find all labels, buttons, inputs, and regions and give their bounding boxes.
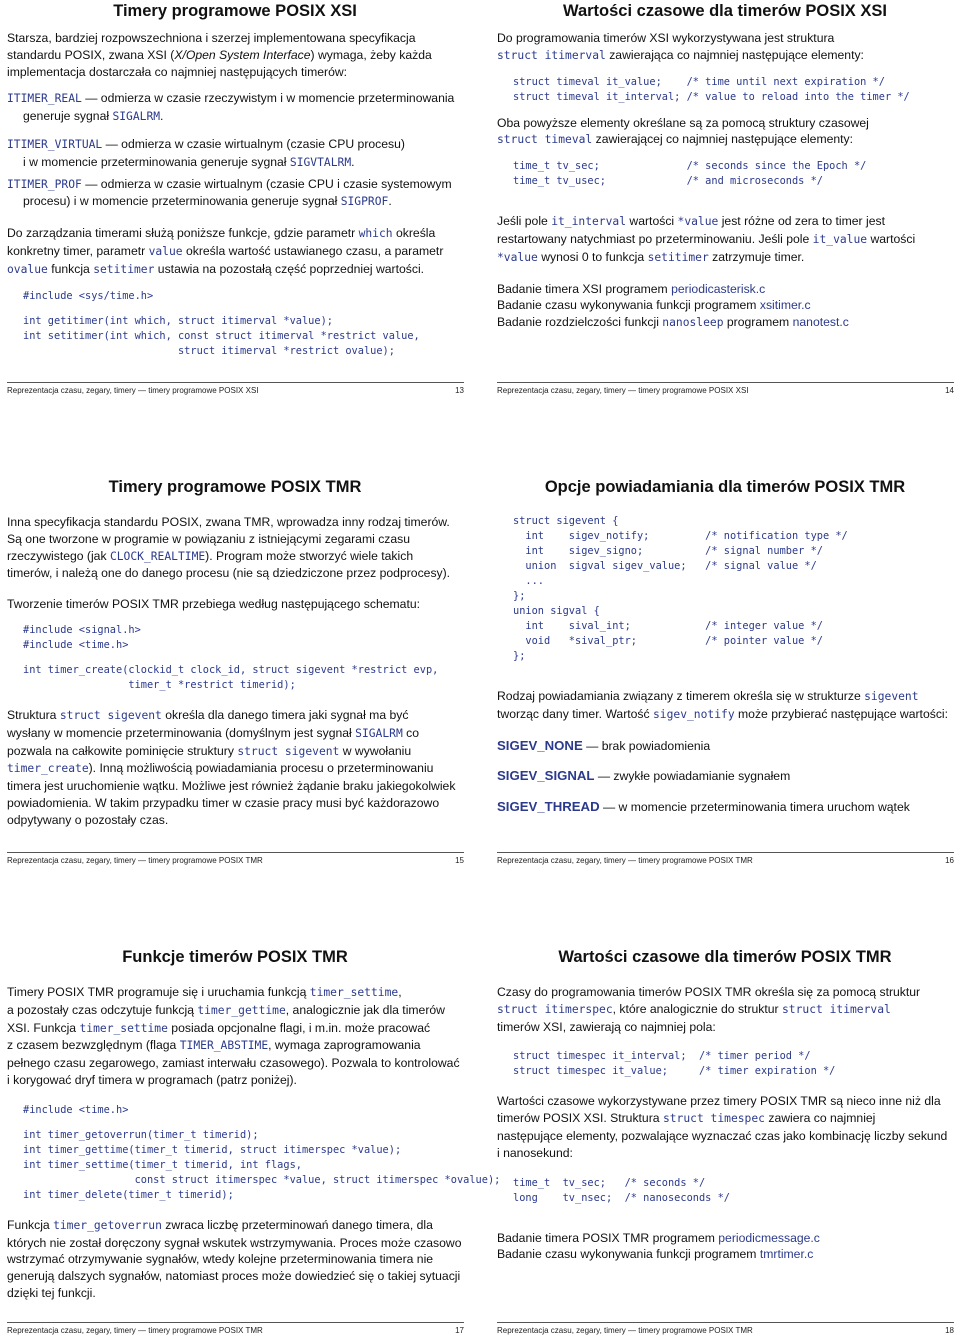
timer-item-virtual: ITIMER_VIRTUAL — odmierza w czasie wirtualnym (czasie CPU procesu) i w momencie przeterminowania generuje sygnał SIGVTALRM. (7, 136, 405, 169)
text: odpytywany o pozostały czas. (7, 812, 169, 827)
paragraph (497, 30, 956, 65)
code-block: int timer_create(clockid_t clock_id, struct sigevent *restrict evp, timer_t *restrict timerid); (23, 663, 439, 691)
code-term: struct sigevent (59, 708, 162, 722)
text: funkcja (47, 261, 94, 276)
paragraph (497, 213, 956, 266)
code-block: #include <signal.h> #include <time.h> (23, 623, 141, 651)
text: restartowany natychmiast po przeterminowaniu. Jeśli pole (497, 231, 813, 246)
code-term: struct timespec (662, 1112, 765, 1126)
text: timerów POSIX XSI. Struktura (497, 1111, 663, 1126)
code-block: time_t tv_sec; /* seconds since the Epoch */ time_t tv_usec; /* and microseconds */ (513, 160, 867, 188)
text: konkretny timer, parametr (7, 243, 149, 258)
text: wstrzymać otrzymywanie sygnałów, wtedy kolejne przeterminowania timera nie (7, 1252, 434, 1267)
text: — odmierza w czasie wirtualnym (czasie CPU i czasie systemowym (81, 176, 452, 191)
text: timerów XSI, zawierają co najmniej pola: (497, 1019, 716, 1034)
footer-text: Reprezentacja czasu, zegary, timery — timery programowe POSIX TMR (497, 1326, 753, 1335)
text: posiada opcjonalne flagi, i m.in. może pracować (167, 1020, 431, 1035)
paragraph (497, 115, 956, 150)
slide-17 (0, 940, 501, 1340)
text: generują dalszych sygnałów, natomiast proces może dowiedzieć się o takiej sytuacji (7, 1269, 461, 1284)
code-term: which (358, 227, 393, 241)
text: ) wymaga, żeby każda (310, 47, 432, 62)
paragraph: Tworzenie timerów POSIX TMR przebiega według następującego schematu: (7, 597, 420, 612)
code-term: SIGALRM (112, 110, 161, 124)
paragraph (7, 984, 466, 1089)
slide-footer (7, 1322, 464, 1338)
code-term: ITIMER_REAL (7, 92, 82, 106)
code-term: *value (677, 215, 719, 229)
timer-item-prof: ITIMER_PROF — odmierza w czasie wirtualnym (czasie CPU i czasie systemowym procesu) i w momencie przeterminowania generuje sygnał SIGPROF. (7, 176, 452, 209)
notify-option-none (497, 738, 956, 755)
option-name: SIGEV_SIGNAL (497, 768, 595, 784)
text: X/Open System Interface (174, 47, 311, 62)
program-link[interactable]: periodicasterisk.c (671, 281, 766, 296)
footer-text: Reprezentacja czasu, zegary, timery — timery programowe POSIX XSI (497, 386, 749, 395)
text: , które analogicznie do struktur (612, 1001, 782, 1016)
code-block: int timer_getoverrun(timer_t timerid); int timer_gettime(timer_t timerid, struct itimerspec *value); int timer_settime(timer_t timerid, int flags, const struct itimerspec *value, struct itimerspec *ovalue); int timer_delete(timer_t timerid); (23, 1128, 501, 1201)
paragraph (7, 707, 466, 829)
text: pełnego czasu zegarowego, zamiast interwału czasowego). Pozwala to kontrolować (7, 1056, 460, 1071)
code-block: struct timespec it_interval; /* timer period */ struct timespec it_value; /* timer expiration */ (513, 1050, 836, 1078)
text: Funkcja (7, 1217, 54, 1232)
code-block: struct timeval it_value; /* time until next expiration */ struct timeval it_interval; /* value to reload into the timer */ (513, 75, 910, 103)
text: implementacja dostarczała co najmniej następujących timerów: (7, 64, 348, 79)
page-number: 18 (945, 1326, 954, 1335)
text: timerów, i należą one do danego procesu (nie są dziedziczone przez podprocesy). (7, 566, 451, 581)
code-term: CLOCK_REALTIME (109, 549, 206, 563)
text: Rodzaj powiadamiania związany z timerem określa się w strukturze (497, 689, 865, 703)
text: Timery POSIX TMR programuje się i uruchamia funkcją (7, 985, 310, 999)
option-name: SIGEV_NONE (497, 737, 583, 753)
text: , wymaga zaprogramowania (268, 1038, 421, 1053)
code-term: value (148, 244, 183, 258)
code-term: struct sigevent (237, 744, 340, 758)
text: Badanie czasu wykonywania funkcji programem (497, 298, 760, 313)
footer-text: Reprezentacja czasu, zegary, timery — timery programowe POSIX TMR (7, 1326, 263, 1335)
paragraph (497, 281, 956, 332)
slide-body (7, 984, 501, 1302)
text: wartości (867, 231, 916, 246)
text: timera jest uruchomienie wątku. Możliwe jest również żądanie braku jakiegokolwiek (7, 779, 456, 794)
text: zawierająca co najmniej następujące elementy: (605, 47, 864, 62)
text: których nie został doręczony sygnał wskutek wstrzymywania. Proces może czasowo (7, 1235, 462, 1250)
slide-footer (7, 852, 464, 868)
text: wynosi 0 to funkcja (537, 249, 648, 264)
text: wysłany w momencie przeterminowania (domyślnym jest sygnał (7, 725, 356, 740)
text: — odmierza w czasie rzeczywistym i w momencie przeterminowania (81, 91, 455, 106)
code-block: int getitimer(int which, struct itimerval *value); int setitimer(int which, const struct itimerval *restrict value, struct itimerval *restrict ovalue); (23, 314, 420, 357)
footer-text: Reprezentacja czasu, zegary, timery — timery programowe POSIX TMR (497, 856, 753, 865)
text: zatrzymuje timer. (708, 249, 805, 264)
slide-13 (0, 0, 470, 400)
code-term: struct itimerspec (497, 1002, 613, 1016)
text: Wartości czasowe wykorzystywane przez timery POSIX TMR są nieco inne niż dla (497, 1094, 941, 1109)
text: Do zarządzania timerami służą poniższe funkcje, gdzie parametr (7, 226, 359, 241)
slide-title: Opcje powiadamiania dla timerów POSIX TMR (544, 478, 906, 496)
text: Oba powyższe elementy określane są za pomocą struktury czasowej (497, 115, 869, 130)
code-term: timer_settime (309, 986, 399, 999)
paragraph (7, 225, 466, 278)
code-term: timer_create (7, 762, 89, 776)
page-number: 13 (455, 386, 464, 395)
slide-body (497, 30, 956, 332)
paragraph (497, 1230, 956, 1264)
program-link[interactable]: xsitimer.c (759, 298, 811, 313)
text: zawiera co najmniej (764, 1111, 876, 1126)
code-term: struct timeval (497, 133, 593, 147)
page-number: 16 (945, 856, 954, 865)
text: pozwala na całkowite pominięcie struktury (7, 743, 238, 758)
code-block: time_t tv_sec; /* seconds */ long tv_nsec; /* nanoseconds */ (513, 1176, 730, 1204)
code-term: SIGVTALRM (289, 155, 352, 169)
code-term: struct itimerval (497, 48, 606, 62)
footer-text: Reprezentacja czasu, zegary, timery — timery programowe POSIX XSI (7, 386, 259, 395)
code-block: #include <sys/time.h> (23, 289, 154, 302)
slide-14 (490, 0, 960, 400)
notify-option-signal (497, 768, 956, 785)
code-term: SIGALRM (355, 726, 403, 740)
text: Struktura (7, 707, 60, 722)
text: procesu) i w momencie przeterminowania generuje sygnał (23, 194, 341, 209)
slide-title: Wartości czasowe dla timerów POSIX TMR (558, 948, 892, 966)
text: Badanie timera XSI programem (497, 281, 672, 296)
code-term: sigev_notify (653, 707, 735, 721)
text: co (402, 725, 420, 740)
text: rzeczywistego (jak (7, 548, 110, 563)
program-link[interactable]: tmrtimer.c (759, 1247, 814, 1262)
text: określa wartość ustawianego czasu, a parametr (182, 243, 444, 258)
text: dzięki tej funkcji. (7, 1285, 96, 1300)
text: i nanosekund: (497, 1145, 573, 1160)
code-term: TIMER_ABSTIME (179, 1039, 269, 1053)
text: i korygować dryf timera w programach (patrz poniżej). (7, 1072, 297, 1087)
code-term: ITIMER_VIRTUAL (7, 137, 103, 151)
option-name: SIGEV_THREAD (497, 799, 600, 815)
text: XSI. Funkcja (7, 1020, 80, 1035)
text: i w momencie przeterminowania generuje sygnał (23, 154, 290, 169)
code-term: ITIMER_PROF (7, 177, 82, 191)
slide-18 (490, 940, 960, 1340)
code-term: timer_settime (79, 1021, 168, 1035)
code-term: sigevent (864, 690, 919, 703)
code-term: timer_gettime (197, 1003, 286, 1017)
text: Badanie czasu wykonywania funkcji programem (497, 1247, 760, 1262)
text: w wywołaniu (339, 743, 412, 758)
text: Starsza, bardziej rozpowszechniona i szerzej implementowana specyfikacja (7, 31, 416, 45)
text: Inna specyfikacja standardu POSIX, zwana TMR, wprowadza inny rodzaj timerów. (7, 515, 450, 529)
text: , analogicznie jak dla timerów (285, 1002, 445, 1017)
code-term: *value (497, 250, 538, 264)
text: z czasem bezwzględnym (flaga (7, 1038, 180, 1053)
notify-option-thread (497, 799, 956, 816)
text: ). Inną możliwością powiadamiania procesu o przeterminowaniu (88, 761, 434, 776)
slide-footer (497, 852, 954, 868)
code-term: setitimer (647, 250, 709, 264)
slide-title: Timery programowe POSIX TMR (108, 478, 362, 496)
text: określa (392, 226, 436, 241)
text: może przybierać następujące wartości: (734, 706, 949, 721)
text: , (398, 985, 402, 999)
text: wartości (626, 214, 678, 229)
code-term: nanosleep (662, 316, 724, 330)
code-term: it_interval (551, 215, 627, 229)
code-term: ovalue (7, 262, 48, 276)
slide-16 (490, 470, 960, 870)
code-term: it_value (812, 232, 868, 246)
paragraph (497, 984, 956, 1035)
text: Jeśli pole (497, 214, 552, 229)
slide-title: Timery programowe POSIX XSI (113, 2, 357, 20)
text: jest różne od zera to timer jest (718, 214, 885, 229)
text: Czasy do programowania timerów POSIX TMR określa się za pomocą struktur (497, 985, 921, 999)
text: Badanie timera POSIX TMR programem (497, 1230, 719, 1245)
code-term: struct itimerval (781, 1002, 891, 1016)
slide-body (497, 514, 956, 816)
text: — odmierza w czasie wirtualnym (czasie CPU procesu) (102, 136, 405, 151)
text: zwraca liczbę przeterminowań danego timera, dla (161, 1217, 433, 1232)
paragraph (7, 30, 466, 80)
slide-body (7, 514, 466, 829)
page-number: 14 (945, 386, 954, 395)
slide-footer (7, 382, 464, 398)
paragraph (7, 514, 466, 582)
text: — w momencie przeterminowania timera uruchom wątek (599, 800, 910, 815)
slide-body (7, 30, 466, 359)
program-link[interactable]: periodicmessage.c (718, 1230, 820, 1245)
timer-item-real: ITIMER_REAL — odmierza w czasie rzeczywistym i w momencie przeterminowania generuje sygnał SIGALRM. (7, 91, 455, 124)
program-link[interactable]: nanotest.c (792, 315, 849, 330)
text: tworząc dany timer. Wartość (497, 706, 653, 721)
text: ustawia na pozostałą część poprzedniej wartości. (154, 261, 425, 276)
slide-title: Wartości czasowe dla timerów POSIX XSI (563, 2, 887, 20)
text: — zwykłe powiadamianie sygnałem (594, 769, 791, 784)
text: programem (723, 315, 793, 330)
code-term: SIGPROF (340, 195, 389, 209)
text: ). Program może stworzyć wiele takich (205, 548, 414, 563)
paragraph (497, 688, 956, 724)
text: — brak powiadomienia (582, 738, 711, 753)
footer-text: Reprezentacja czasu, zegary, timery — timery programowe POSIX TMR (7, 856, 263, 865)
paragraph (497, 1093, 956, 1161)
text: następujące elementy, pozwalające wyznaczać czas jako kombinację liczby sekund (497, 1128, 948, 1143)
page-number: 17 (455, 1326, 464, 1335)
slide-title: Funkcje timerów POSIX TMR (122, 948, 348, 966)
slide-footer (497, 1322, 954, 1338)
text: generuje sygnał (23, 109, 113, 124)
text: Są one tworzone w programie w powiązaniu z istniejącymi zegarami czasu (7, 531, 411, 546)
text: zawierającej co najmniej następujące elementy: (592, 132, 854, 147)
code-block: struct sigevent { int sigev_notify; /* notification type */ int sigev_signo; /* signal number */ union sigval sigev_value; /* signal value */ ... }; union sigval { int sival_int; /* integer value */ void *sival_ptr; /* pointer value */ }; (513, 515, 848, 662)
text: Badanie rozdzielczości funkcji (497, 315, 663, 330)
slide-footer (497, 382, 954, 398)
slide-body (497, 984, 956, 1263)
code-block: #include <time.h> (23, 1103, 129, 1116)
slide-15 (0, 470, 470, 870)
code-term: timer_getoverrun (53, 1218, 162, 1232)
page-number: 15 (455, 856, 464, 865)
text: określa dla danego timera jaki sygnał ma być (161, 707, 409, 722)
text: Do programowania timerów XSI wykorzystywana jest struktura (497, 31, 835, 45)
text: powiadomienia. W takim przypadku timer w czasie pracy musi być każdorazowo (7, 795, 440, 810)
text: a pozostały czas odczytuje funkcją (7, 1002, 198, 1017)
paragraph (7, 1217, 466, 1302)
text: standardu POSIX, zwana XSI ( (7, 47, 175, 62)
code-term: setitimer (93, 262, 155, 276)
